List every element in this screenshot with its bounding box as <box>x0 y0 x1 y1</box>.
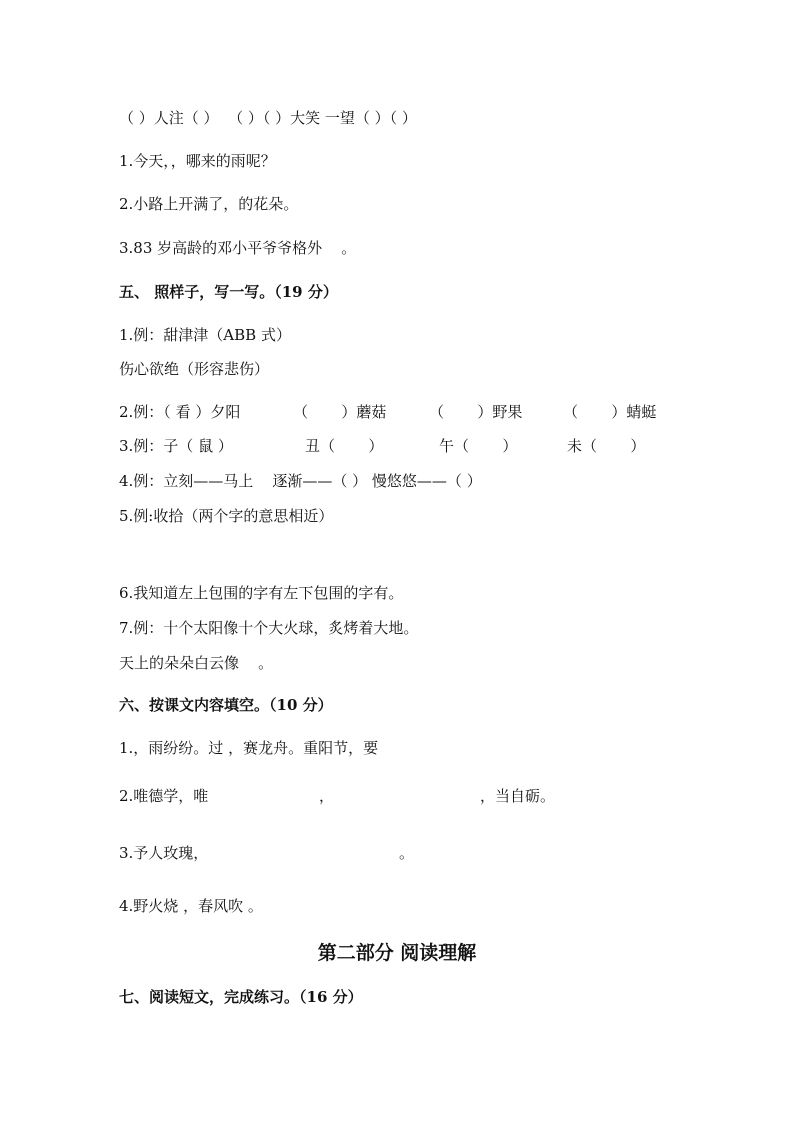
question-6-3-part-b: 。 <box>399 844 415 862</box>
question-5-3-item-c: 未（ ） <box>567 437 646 455</box>
question-4-2: 2.小路上开满了，的花朵。 <box>119 195 299 213</box>
question-5-5: 5.例:收拾（两个字的意思相近） <box>119 507 334 525</box>
question-6-3 <box>119 843 419 863</box>
question-5-3 <box>119 436 679 456</box>
question-5-6: 6.我知道左上包围的字有左下包围的字有。 <box>119 584 404 602</box>
question-6-2 <box>119 786 559 806</box>
section-7-heading: 七、阅读短文，完成练习。（16 分） <box>119 988 363 1006</box>
question-6-2-part-a: 2.唯德学，唯 <box>119 787 209 805</box>
question-5-1-sub: 伤心欲绝（形容悲伤） <box>119 360 270 378</box>
question-5-2-item-a: （ ）蘑菇 <box>293 403 387 421</box>
question-5-7-sub: 天上的朵朵白云像 。 <box>119 654 274 672</box>
question-4-3: 3.83 岁高龄的邓小平爷爷格外 。 <box>119 239 357 257</box>
question-6-1: 1.，雨纷纷。过 ，赛龙舟。重阳节，要 <box>119 739 379 757</box>
question-4-1: 1.今天，，哪来的雨呢？ <box>119 152 276 170</box>
question-5-2 <box>119 402 679 422</box>
question-5-3-example: 3.例：子（ 鼠 ） <box>119 437 233 455</box>
question-6-2-part-c: ，当自砺。 <box>480 787 556 805</box>
question-5-2-item-c: （ ）蜻蜓 <box>563 403 657 421</box>
question-6-4: 4.野火烧 ，春风吹 。 <box>119 897 263 915</box>
question-5-2-example: 2.例：（ 看 ）夕阳 <box>119 403 241 421</box>
question-5-3-item-b: 午（ ） <box>439 437 518 455</box>
question-5-3-item-a: 丑（ ） <box>305 437 384 455</box>
part-2-title: 第二部分 阅读理解 <box>317 942 477 964</box>
question-5-4: 4.例：立刻——马上 逐渐——（ ） 慢悠悠——（ ） <box>119 472 482 490</box>
question-6-3-part-a: 3.予人玫瑰， <box>119 844 209 862</box>
section-5-heading: 五、 照样子，写一写。（19 分） <box>119 283 338 301</box>
question-5-1: 1.例：甜津津（ABB 式） <box>119 326 291 344</box>
section-6-heading: 六、按课文内容填空。（10 分） <box>119 696 333 714</box>
question-5-7: 7.例：十个太阳像十个大火球，炙烤着大地。 <box>119 619 419 637</box>
question-6-2-part-b: ， <box>319 787 335 805</box>
question-5-2-item-b: （ ）野果 <box>429 403 523 421</box>
idiom-fill-line: （ ）人注（ ） （ ）（ ）大笑 一望（ ）（ ） <box>119 109 417 127</box>
